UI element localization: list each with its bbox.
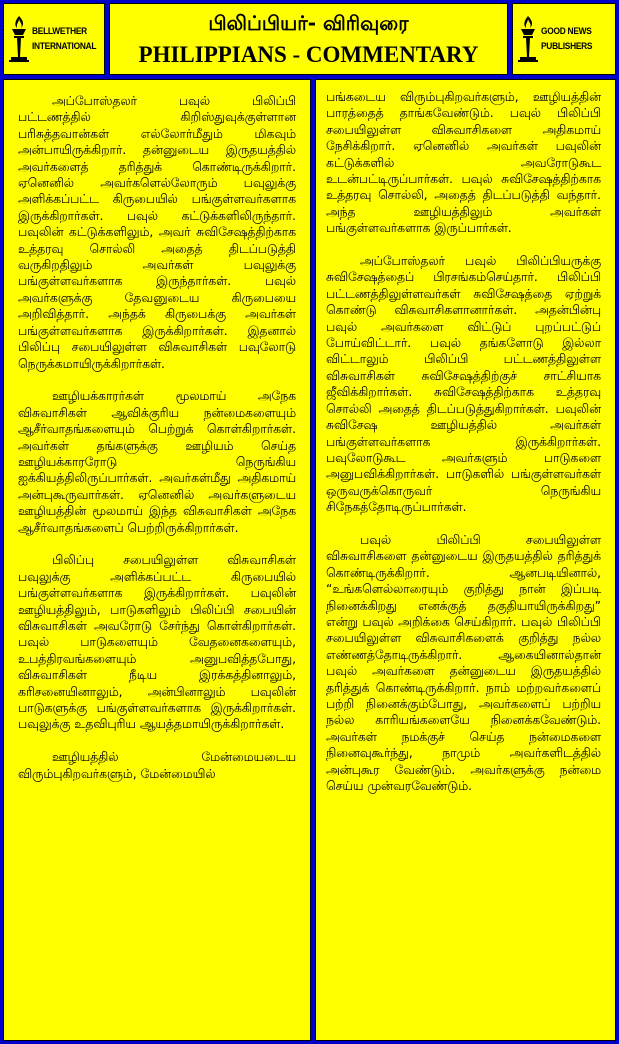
paragraph-continued: பங்கடைய விரும்புகிறவர்களும், ஊழியத்தின் பாரத்தைத் தாங்கவேண்டும். பவுல் பிலிப்பி சபையிலுள்ள விசுவாசிகளை அதிகமாய் நேசிக்கிறார். ஏனெனில் அவர்கள் பவுலின் கட்டுக்களில் அவரோடுகூட உடன்பட்டிருப்பார்கள். பவுல் சுவிசேஷத்திற்காக உத்தரவு சொல்லி, அதைத் திடப்படுத்தி வந்தார். அந்த ஊழியத்திலும் அவர்கள் பங்குள்ளவர்களாக இருப்பார்கள். (326, 90, 601, 236)
bellwether-logo (3, 3, 105, 75)
left-column (3, 79, 311, 1041)
logo-line-2: PUBLISHERS (541, 41, 593, 52)
torch-icon (8, 15, 30, 63)
good-news-logo (512, 3, 616, 75)
paragraph: பவுல் பிலிப்பி சபையிலுள்ள விசுவாசிகளை தன்னுடைய இருதயத்தில் தரித்துக் கொண்டிருக்கிறார். ஆனபடியினால், “உங்களெல்லாரையும் குறித்து நான் இப்படி நினைக்கிறது எனக்குத் தகுதியாயிருக்கிறது” என்று பவுல் அறிக்கை செய்கிறார். பவுல் பிலிப்பி சபையிலுள்ள விசுவாசிகளைக் குறித்து நல்ல எண்ணத்தோடிருக்கிறார். ஆகையினால்தான் பவுல் அவர்களை தன்னுடைய இருதயத்தில் தரித்துக் கொண்டிருக்கிறார். நாம் மற்றவர்களைப் பற்றி நினைக்கும்போது, அவர்களைப் பற்றிய நல்ல காரியங்களையே நினைக்கவேண்டும். அவர்கள் நமக்குச் செய்த நன்மைகளை நினைவுகூர்ந்து, நாமும் அவர்களிடத்தில் அன்புகூர வேண்டும். அவர்களுக்கு நன்மை செய்ய முன்வரவேண்டும். (326, 532, 601, 794)
right-column (315, 79, 616, 1041)
title-tamil: பிலிப்பியர்- விரிவுரை (208, 11, 409, 35)
title-english: PHILIPPIANS - COMMENTARY (138, 42, 479, 67)
torch-icon (517, 15, 539, 63)
paragraph: ஊழியத்தில் மேன்மையடைய விரும்புகிறவர்களும், மேன்மையில் (18, 750, 296, 781)
paragraph: பிலிப்பு சபையிலுள்ள விசுவாசிகள் பவுலுக்கு அளிக்கப்பட்ட கிருபையில் பங்குள்ளவர்களாக இருக்கிறார்கள். பவுலின் ஊழியத்திலும், பாடுகளிலும் பிலிப்பி சபையின் விசுவாசிகள் அவரோடு சேர்ந்து கொள்கிறார்கள். பவுல் பாடுகளையும் வேதனைகளையும், உபத்திரவங்களையும் அனுபவித்தபோது, விசுவாசிகள் நீடிய இரக்கத்தினாலும், கரிசனையினாலும், அன்பினாலும் பவுலின் பாடுகளுக்கு பங்குள்ளவர்களாக இருக்கிறார்கள். பவுலுக்கு உதவிபுரிய ஆயத்தமாயிருக்கிறார்கள். (18, 553, 296, 732)
paragraph: ஊழியக்காரர்கள் மூலமாய் அநேக விசுவாசிகள் ஆவிக்குரிய நன்மைகளையும் ஆசீர்வாதங்களையும் பெற்றுக் கொள்கிறார்கள். அவர்கள் தங்களுக்கு ஊழியம் செய்த ஊழியக்காரரோடு நெருங்கிய ஐக்கியத்திலிருப்பார்கள். அவர்கள்மீது அதிகமாய் அன்புகூருவார்கள். ஏனெனில் அவர்களுடைய ஊழியத்தின் மூலமாய் இந்த விசுவாசிகள் அநேக ஆசீர்வாதங்களைப் பெற்றிருக்கிறார்கள். (18, 389, 296, 535)
paragraph: அப்போஸ்தலர் பவுல் பிலிப்பியருக்கு சுவிசேஷத்தைப் பிரசங்கம்செய்தார். பிலிப்பி பட்டணத்திலுள்ளவர்கள் சுவிசேஷத்தை ஏற்றுக் கொண்டு விசுவாசிகளானார்கள். அதன்பின்பு பவுல் அவர்களை விட்டுப் புறப்பட்டுப் போய்விட்டார். பவுல் தங்களோடு இல்லா விட்டாலும் பிலிப்பி பட்டணத்திலுள்ள விசுவாசிகள் சுவிசேஷத்திற்குச் சாட்சியாக ஜீவிக்கிறார்கள். சுவிசேஷத்திற்காக உத்தரவு சொல்லி அதைத் திடப்படுத்துகிறார்கள். பவுலின் சுவிசேஷ ஊழியத்தில் அவர்கள் பங்குள்ளவர்களாக இருக்கிறார்கள். பவுலோடுகூட அவர்களும் பாடுகளை அனுபவிக்கிறார்கள். பாடுகளில் பங்குள்ளவர்கள் ஒருவருக்கொருவர் நெருங்கிய சிநேகத்தோடிருப்பார்கள். (326, 254, 601, 515)
title-banner (109, 3, 508, 75)
logo-line-1: GOOD NEWS (541, 26, 592, 37)
paragraph: அப்போஸ்தலர் பவுல் பிலிப்பி பட்டணத்தில் கிறிஸ்துவுக்குள்ளான பரிசுத்தவான்கள் எல்லோர்மீதும் மிகவும் அன்பாயிருக்கிறார். தன்னுடைய இருதயத்தில் அவர்களைத் தரித்துக் கொண்டிருக்கிறார். ஏனெனில் அவர்களெல்லோரும் பவுலுக்கு அளிக்கப்பட்ட கிருபையில் பங்குள்ளவர்களாக இருக்கிறார்கள். பவுல் கட்டுக்களிலிருந்தார். பவுலின் கட்டுக்களிலும், அவர் சுவிசேஷத்திற்காக உத்தரவு சொல்லி அதைத் திடப்படுத்தி வருகிறதிலும் அவர்கள் பவுலுக்கு பங்குள்ளவர்களாக இருந்தார்கள். பவுல் அவர்களுக்கு தேவனுடைய கிருபையை அறிவித்தார். அந்தக் கிருபைக்கு அவர்கள் பங்குள்ளவர்களாக இருக்கிறார்கள். இதனால் பிலிப்பு சபையிலுள்ள விசுவாசிகள் பவுலோடு நெருக்கமாயிருக்கிறார்கள். (18, 94, 296, 371)
logo-line-1: BELLWETHER (32, 26, 87, 37)
logo-line-2: INTERNATIONAL (32, 41, 97, 52)
